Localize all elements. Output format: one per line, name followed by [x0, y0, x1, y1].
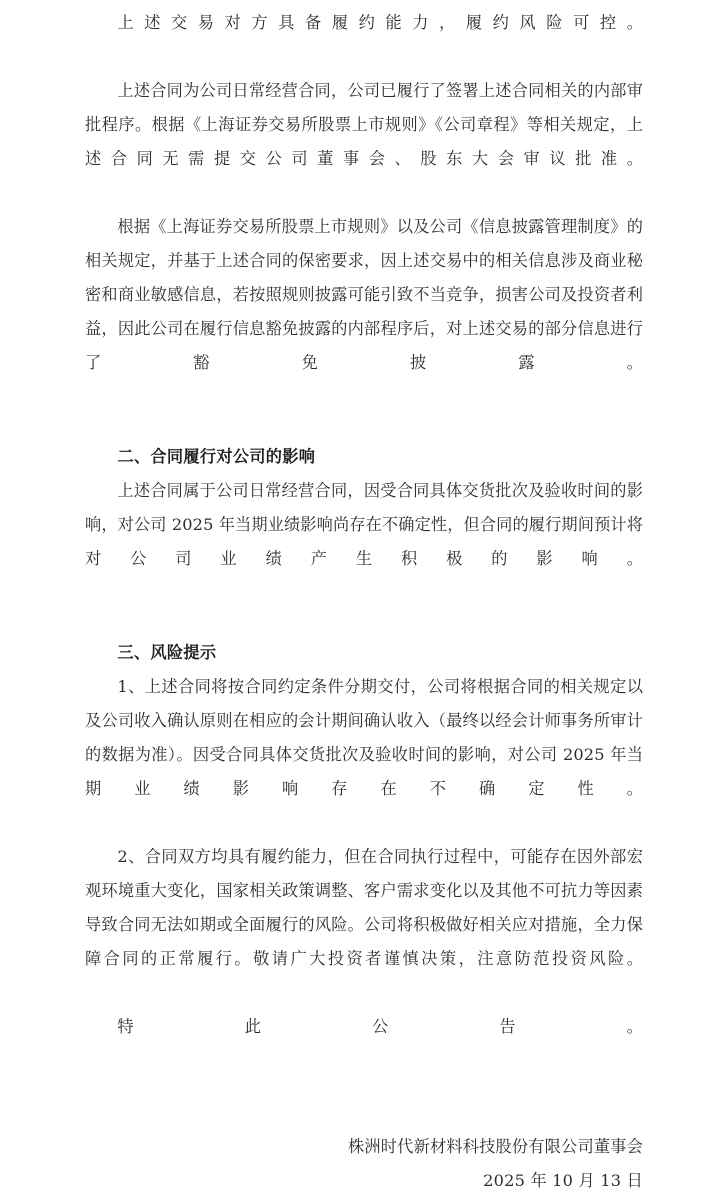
paragraph-risk-item-1: 1、上述合同将按合同约定条件分期交付，公司将根据合同的相关规定以及公司收入确认原则在相应的会计期间确认收入（最终以经会计师事务所审计的数据为准）。因受合同具体交货批次及验收时间的影响，对公司 2025 年当期业绩影响存在不确定性。 — [85, 677, 643, 798]
document-body — [85, 6, 643, 1198]
paragraph-risk-item-2: 2、合同双方均具有履约能力，但在合同执行过程中，可能存在因外部宏观环境重大变化，国家相关政策调整、客户需求变化以及其他不可抗力等因素导致合同无法如期或全面履行的风险。公司将积极做好相关应对措施，全力保障合同的正常履行。敬请广大投资者谨慎决策，注意防范投资风险。 — [85, 847, 643, 968]
paragraph-counterparty-capability: 上述交易对方具备履约能力，履约风险可控。 — [117, 13, 643, 32]
paragraph-internal-approval: 上述合同为公司日常经营合同，公司已履行了签署上述合同相关的内部审批程序。根据《上海证券交易所股票上市规则》《公司章程》等相关规定，上述合同无需提交公司董事会、股东大会审议批准。 — [85, 81, 643, 168]
section-heading-risk-warning: 三、风险提示 — [117, 643, 217, 662]
paragraph-disclosure-exemption: 根据《上海证券交易所股票上市规则》以及公司《信息披露管理制度》的相关规定，并基于上述合同的保密要求，因上述交易中的相关信息涉及商业秘密和商业敏感信息，若按照规则披露可能引致不当竞争，损害公司及投资者利益，因此公司在履行信息豁免披露的内部程序后，对上述交易的部分信息进行了豁免披露。 — [85, 217, 643, 372]
paragraph-contract-impact: 上述合同属于公司日常经营合同，因受合同具体交货批次及验收时间的影响，对公司 2025 年当期业绩影响尚存在不确定性，但合同的履行期间预计将对公司业绩产生积极的影响。 — [85, 481, 643, 568]
signature-date: 2025 年 10 月 13 日 — [483, 1171, 643, 1190]
paragraph-closing-announcement: 特此公告。 — [117, 1017, 643, 1036]
section-heading-contract-impact: 二、合同履行对公司的影响 — [117, 447, 316, 466]
section-gap-two — [85, 414, 643, 440]
signature-spacer — [85, 1078, 643, 1130]
signature-company-name: 株洲时代新材料科技股份有限公司董事会 — [348, 1137, 643, 1156]
section-gap-three — [85, 610, 643, 636]
